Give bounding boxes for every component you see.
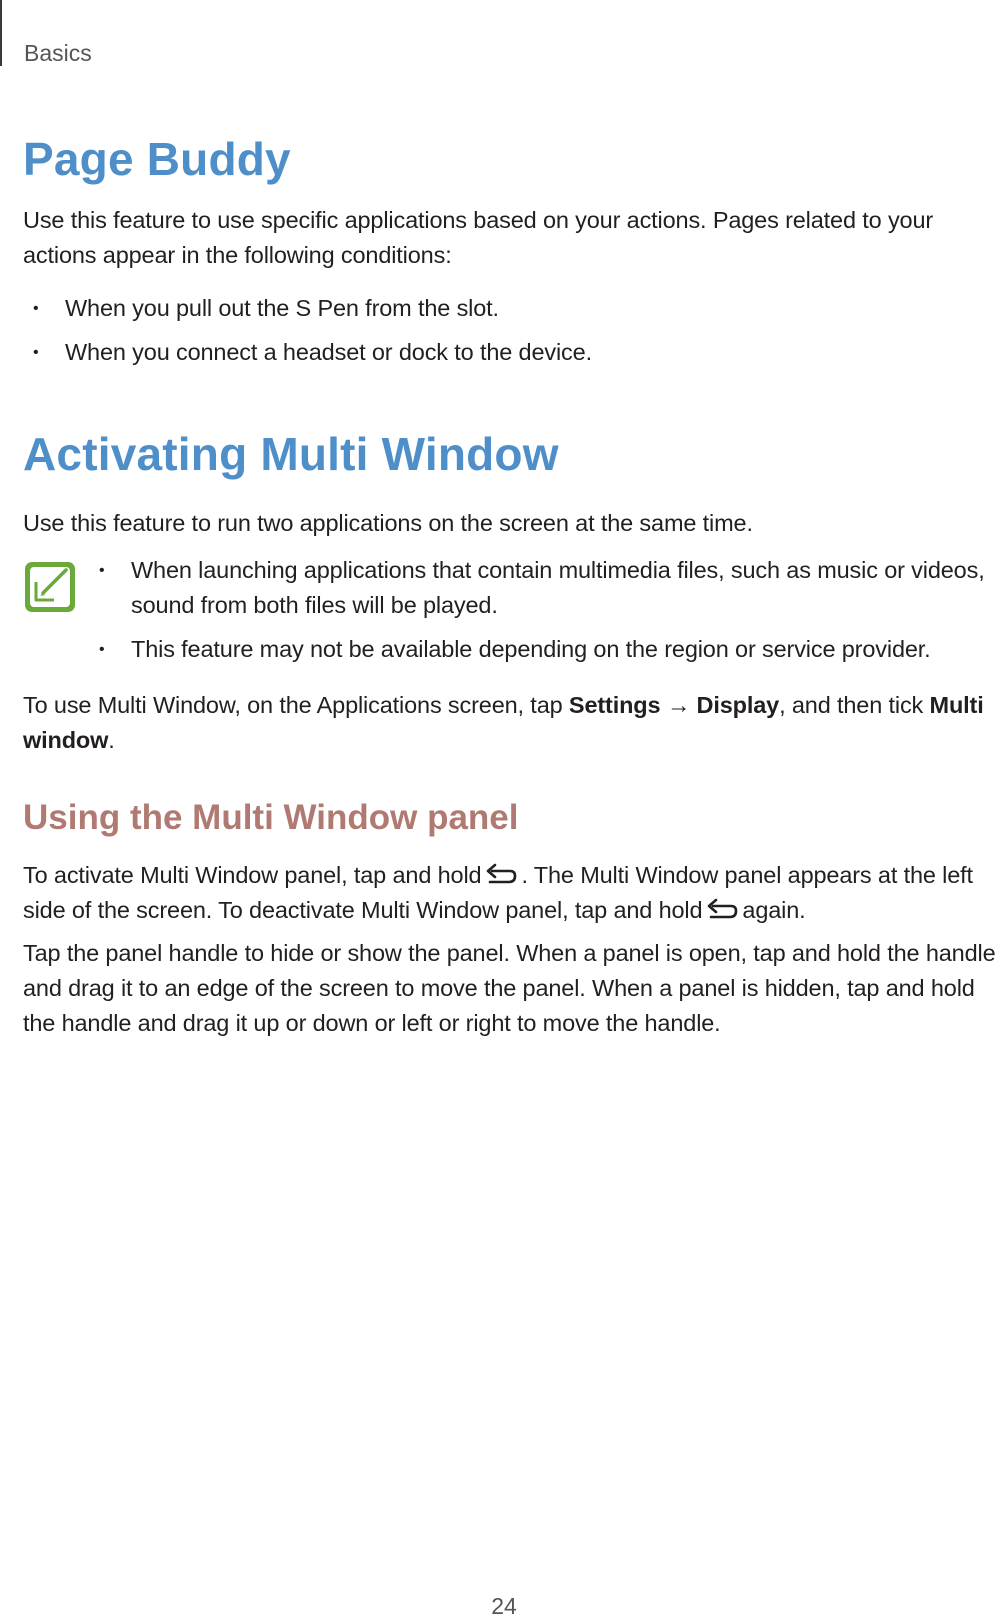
list-item: • This feature may not be available depending on the region or service provider. — [89, 632, 989, 667]
multi-window-label: Multi window — [23, 692, 984, 753]
running-head: Basics — [24, 40, 92, 66]
list-item: • When launching applications that contain multimedia files, such as music or videos, sound from both files will be played. — [89, 553, 989, 623]
note-check-icon — [23, 560, 77, 614]
panel-activate-text: To activate Multi Window panel, tap and hold . The Multi Window panel appears at the left side of the screen. To deactivate Multi Window panel, tap and hold again. — [23, 862, 973, 923]
bullet-dot: • — [33, 344, 39, 361]
page-edge-mark — [0, 0, 2, 66]
multi-window-title: Activating Multi Window — [23, 428, 559, 480]
panel-handle-text: Tap the panel handle to hide or show the panel. When a panel is open, tap and hold the handle and drag it to an edge of the screen to move the panel. When a panel is hidden, tap and hold the handle and drag it up or down or left or right to move the handle. — [23, 940, 996, 1036]
page-buddy-conditions — [23, 291, 983, 379]
list-item: • When you pull out the S Pen from the slot. — [23, 291, 983, 326]
bullet-dot: • — [99, 562, 105, 579]
list-item: • When you connect a headset or dock to the device. — [23, 335, 983, 370]
display-label: Display — [696, 692, 780, 718]
page-number: 24 — [491, 1593, 517, 1619]
settings-label: Settings — [568, 692, 661, 718]
bullet-dot: • — [33, 300, 39, 317]
multi-window-intro: Use this feature to run two applications on the screen at the same time. — [23, 510, 753, 536]
back-key-icon — [484, 862, 518, 886]
bullet-dot: • — [99, 641, 105, 658]
page-buddy-title: Page Buddy — [23, 133, 291, 185]
multi-window-notes — [89, 553, 989, 676]
back-key-icon — [705, 897, 739, 921]
panel-title: Using the Multi Window panel — [23, 798, 519, 837]
page-buddy-intro: Use this feature to use specific applications based on your actions. Pages related to your actions appear in the following conditions: — [23, 207, 934, 268]
multi-window-usage: To use Multi Window, on the Applications screen, tap Settings → Display, and then tick Multi window. — [23, 692, 984, 753]
